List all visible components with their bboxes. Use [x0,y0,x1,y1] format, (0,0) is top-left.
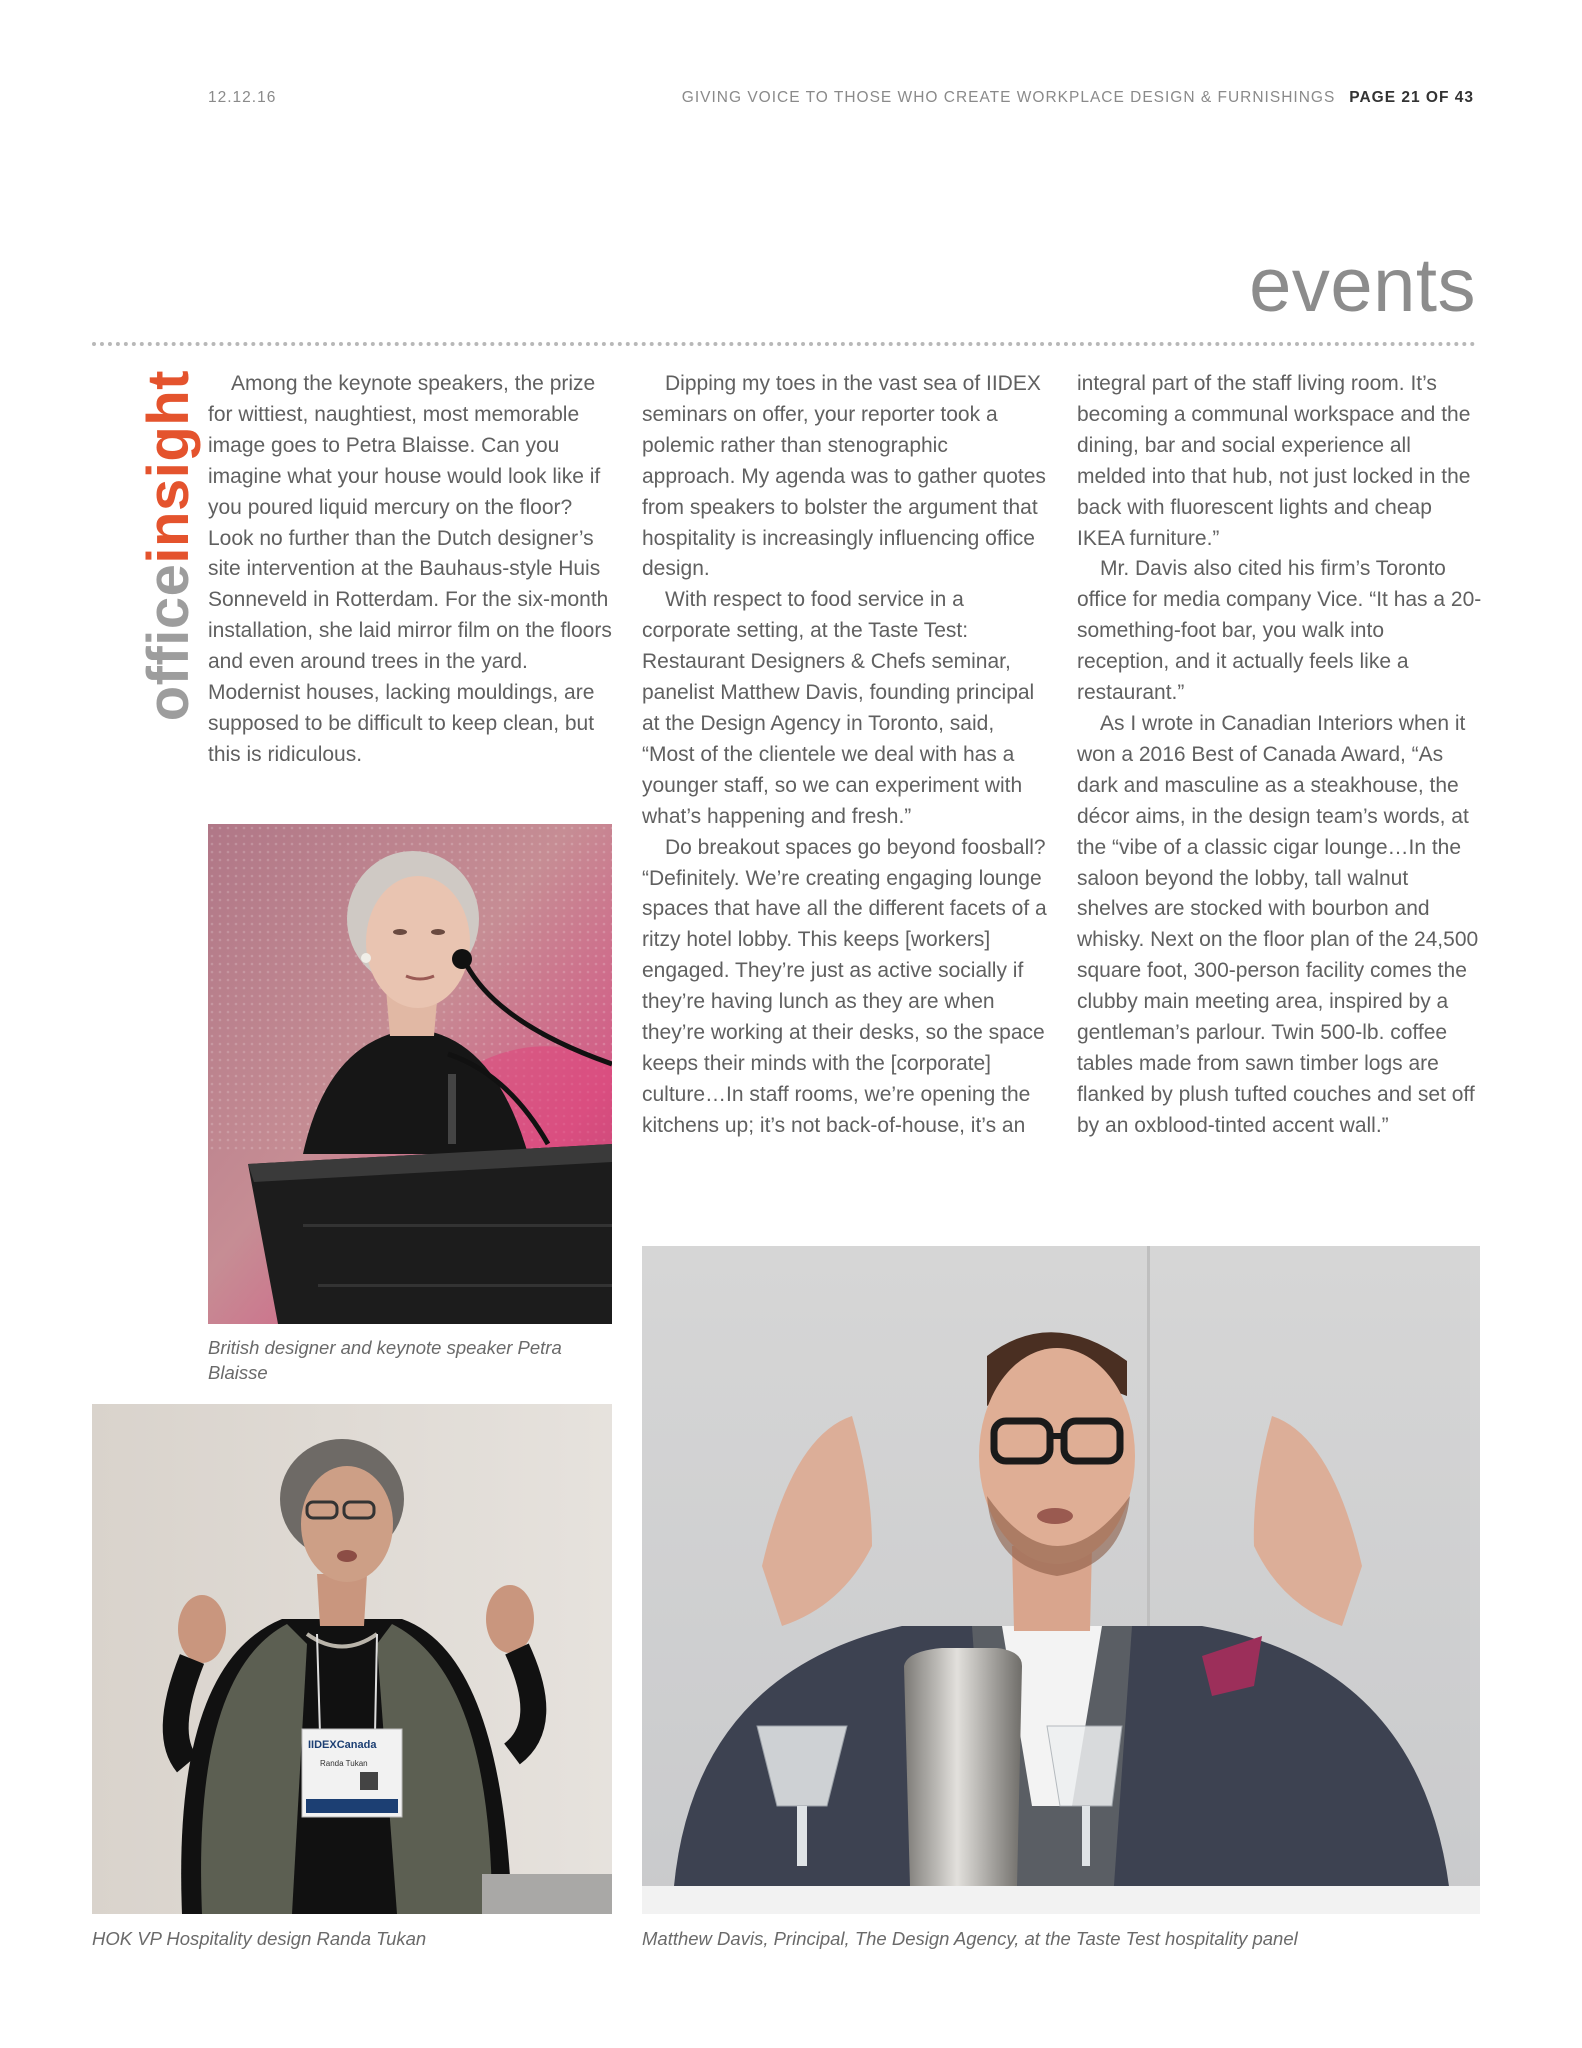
brand-logo-vertical [136,370,201,722]
issue-date: 12.12.16 [208,89,277,106]
paragraph: As I wrote in Canadian Interiors when it won a 2016 Best of Canada Award, “As dark and masculine as a steakhouse, the décor aims, in the design team’s words, at the “vibe of a classic cigar lounge…In the saloon beyond the lobby, tall walnut shelves are stocked with bourbon and whisky. Next on the floor plan of the 24,500 square foot, 300-person facility comes the clubby main meeting area, inspired by a gentleman’s parlour. Twin 500-lb. coffee tables made from sawn timber logs are flanked by plush tufted couches and set off by an oxblood-tinted accent wall.” [1077,711,1479,1137]
page-number: PAGE 21 OF 43 [1349,89,1474,106]
brand-insight: insight [136,370,201,564]
photo-petra-blaisse [208,824,612,1324]
dotted-divider [92,342,1476,346]
paragraph-continued: integral part of the staff living room. It’s becoming a communal workspace and the dining, bar and social experience all melded into that hub, not just locked in the back with fluorescent lights and cheap IKEA furniture.” [1077,372,1471,550]
paragraph: Do breakout spaces go beyond foosball? “Definitely. We’re creating engaging lounge spaces that have all the different facets of a ritzy hotel lobby. This keeps [workers] engaged. They’re just as active socially if they’re having lunch as they are when they’re working at their desks, so the space keeps their minds with the [corporate] culture…In staff rooms, we’re opening the kitchens up; it’s not back-of-house, it’s an [642,835,1047,1137]
brand-office: office [136,563,201,722]
paragraph: With respect to food service in a corporate setting, at the Taste Test: Restaurant Designers & Chefs seminar, panelist Matthew Davis, founding principal at the Design Agency in Toronto, said, “Most of the clientele we deal with has a younger staff, so we can experiment with what’s happening and fresh.” [642,588,1035,828]
article-column-2 [642,369,1047,1142]
paragraph: Mr. Davis also cited his firm’s Toronto office for media company Vice. “It has a 20-something-foot bar, you walk into reception, and it actually feels like a restaurant.” [1077,557,1482,705]
article-column-3 [1077,369,1482,1142]
paragraph: Among the keynote speakers, the prize for wittiest, naughtiest, most memorable image goes to Petra Blaisse. Can you imagine what your house would look like if you poured liquid mercury on the floor? Look no further than the Dutch designer’s site intervention at the Bauhaus-style Huis Sonneveld in Rotterdam. For the six-month installation, she laid mirror film on the floors and even around trees in the yard. Modernist houses, lacking mouldings, are supposed to be difficult to keep clean, but this is ridiculous. [208,372,612,766]
photo-matthew-davis [642,1246,1480,1914]
badge-name-text: Randa Tukan [320,1759,368,1768]
article-column-1 [208,369,613,771]
paragraph: Dipping my toes in the vast sea of IIDEX seminars on offer, your reporter took a polemic rather than stenographic approach. My agenda was to gather quotes from speakers to bolster the argument that hospitality is increasingly influencing office design. [642,372,1046,581]
photo-randa-tukan [92,1404,612,1914]
section-title: events [1249,243,1476,328]
caption-randa: HOK VP Hospitality design Randa Tukan [92,1928,427,1949]
caption-matthew: Matthew Davis, Principal, The Design Agency, at the Taste Test hospitality panel [642,1928,1298,1949]
tagline-text: GIVING VOICE TO THOSE WHO CREATE WORKPLACE DESIGN & FURNISHINGS [681,89,1336,106]
badge-brand-text: IIDEXCanada [308,1739,377,1751]
publication-tagline [0,89,1474,107]
caption-petra: British designer and keynote speaker Petra Blaisse [208,1337,562,1383]
